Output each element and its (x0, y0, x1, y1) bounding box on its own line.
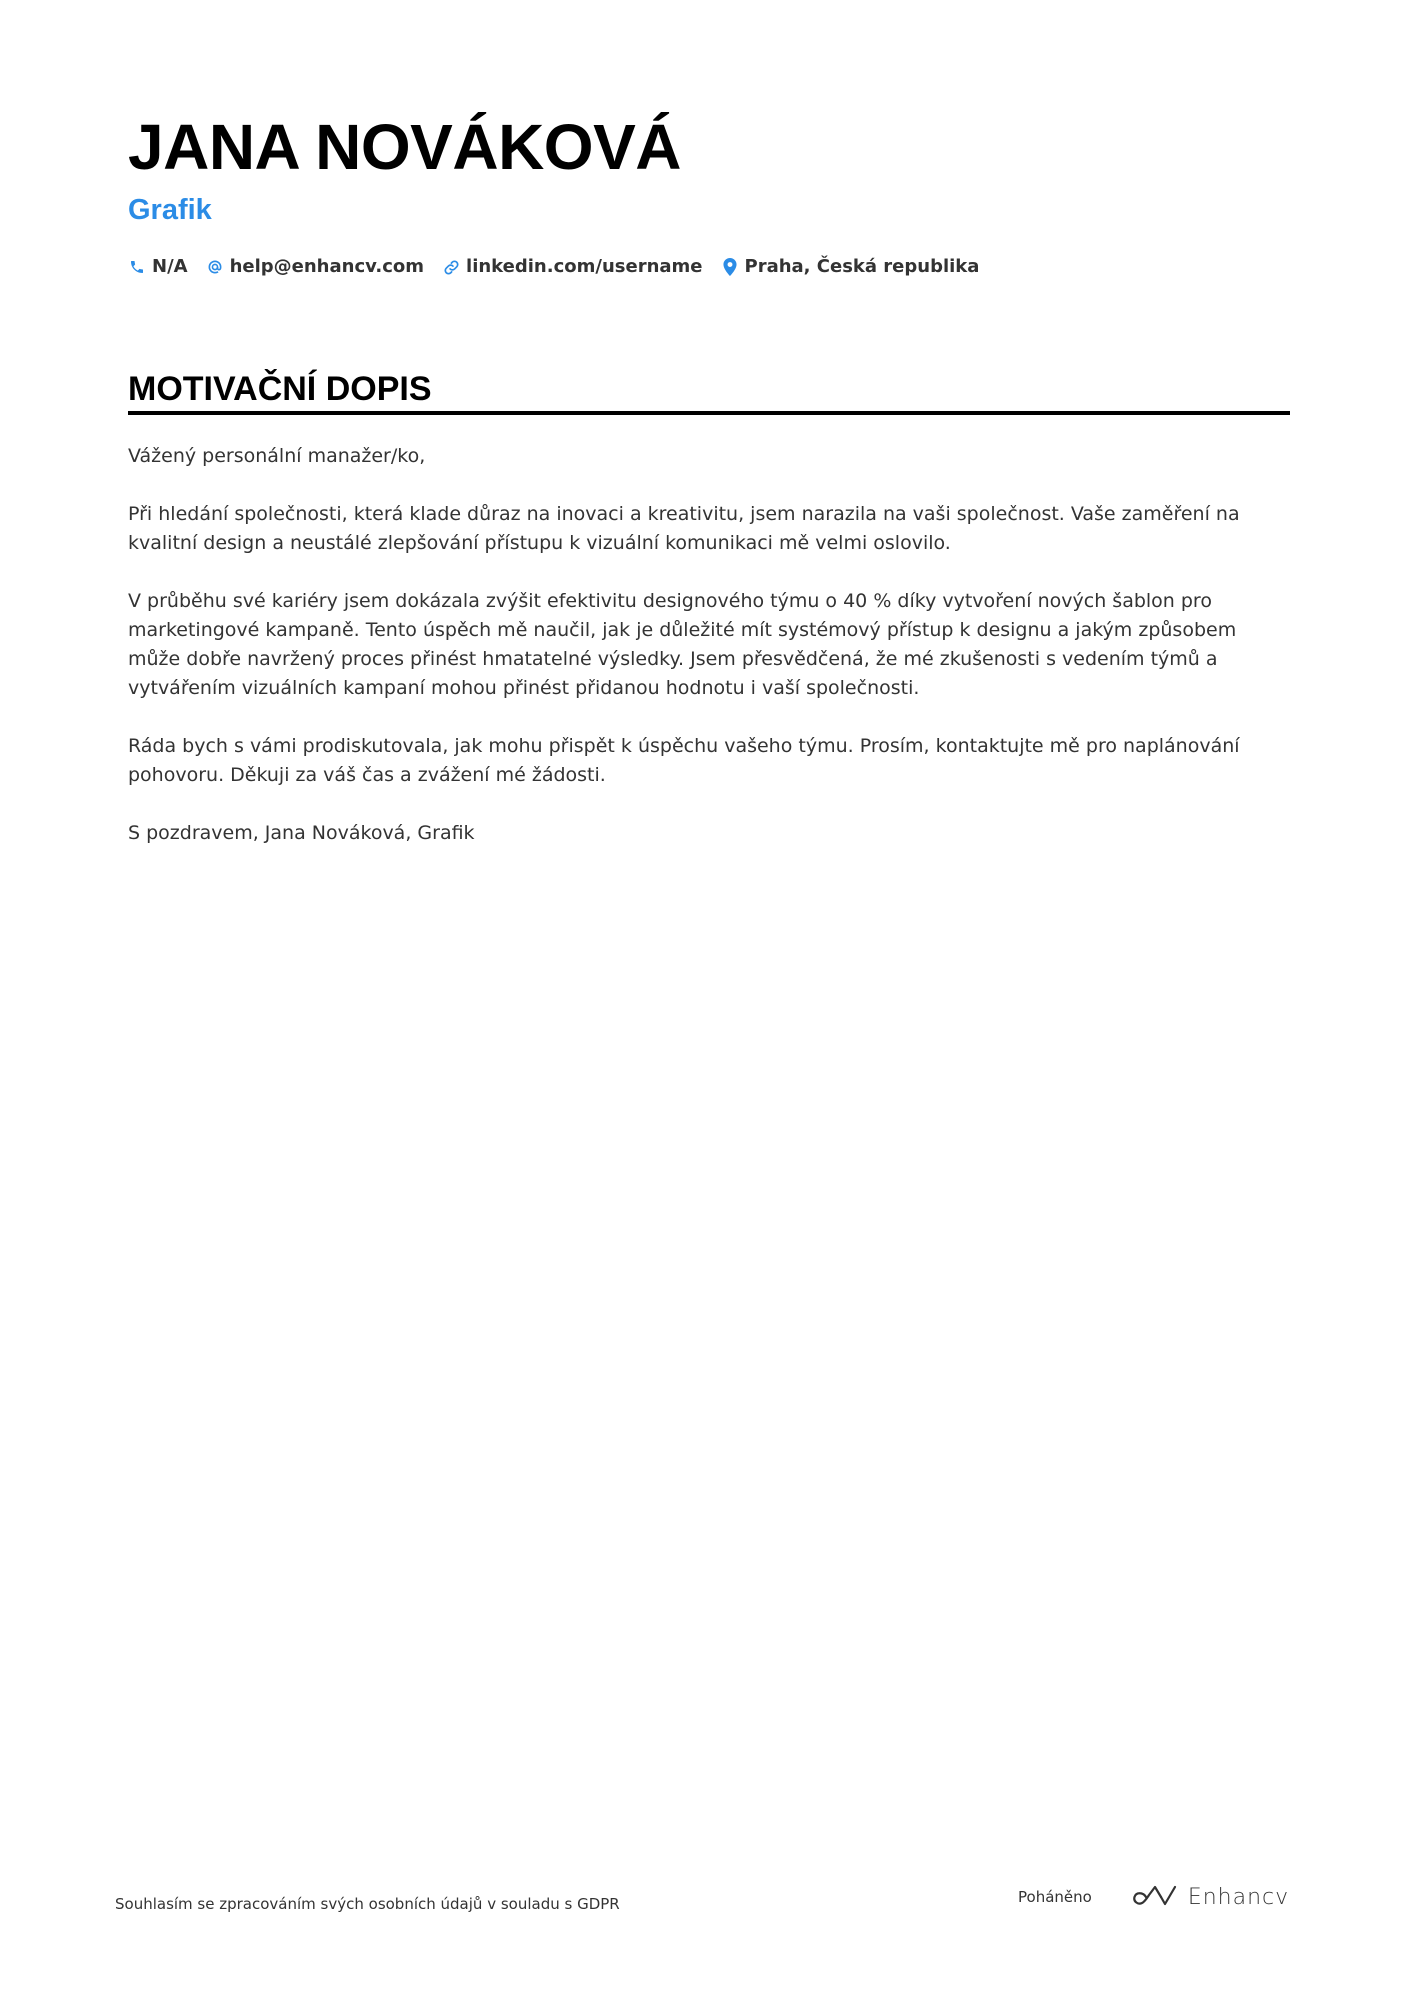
letter-paragraph: Ráda bych s vámi prodiskutovala, jak mohu přispět k úspěchu vašeho týmu. Prosím, kontaktujte mě pro naplánování pohovoru. Děkuji za váš čas a zvážení mé žádosti. (128, 735, 1240, 786)
gdpr-consent: Souhlasím se zpracováním svých osobních údajů v souladu s GDPR (115, 1895, 620, 1913)
contact-location-text: Praha, Česká republika (744, 256, 980, 277)
powered-by (1018, 1884, 1289, 1910)
applicant-name: JANA NOVÁKOVÁ (128, 111, 681, 183)
phone-icon (128, 258, 146, 276)
section-title: MOTIVAČNÍ DOPIS (128, 370, 432, 408)
section-divider (128, 411, 1290, 415)
powered-by-label: Poháněno (1018, 1888, 1092, 1906)
contact-phone (128, 252, 188, 282)
contact-email[interactable] (206, 252, 424, 282)
applicant-role: Grafik (128, 194, 212, 226)
enhancv-brand-name: Enhancv (1187, 1884, 1290, 1910)
location-pin-icon (721, 258, 739, 276)
link-icon (442, 258, 460, 276)
contact-linkedin-text: linkedin.com/username (466, 256, 703, 277)
enhancv-logo-icon (1132, 1884, 1178, 1910)
contact-location (721, 252, 980, 282)
letter-paragraph: V průběhu své kariéry jsem dokázala zvýšit efektivitu designového týmu o 40 % díky vytvoření nových šablon pro marketingové kampaně. Tento úspěch mě naučil, jak je důležité mít systémový přístup k designu a jakým způsobem může dobře navržený proces přinést hmatatelné výsledky. Jsem přesvědčená, že mé zkušenosti s vedením týmů a vytvářením vizuálních kampaní mohou přinést přidanou hodnotu i vaší společnosti. (128, 590, 1237, 699)
letter-body (128, 442, 1290, 877)
letter-salutation: Vážený personální manažer/ko, (128, 445, 426, 467)
enhancv-logo[interactable] (1132, 1884, 1289, 1910)
contact-email-text: help@enhancv.com (229, 256, 425, 277)
contact-linkedin[interactable] (442, 252, 702, 282)
at-icon (206, 258, 224, 276)
letter-signoff: S pozdravem, Jana Nováková, Grafik (128, 822, 475, 844)
contact-phone-text: N/A (152, 256, 188, 277)
letter-paragraph: Při hledání společnosti, která klade důraz na inovaci a kreativitu, jsem narazila na vaši společnost. Vaše zaměření na kvalitní design a neustálé zlepšování přístupu k vizuální komunikaci mě velmi oslovilo. (128, 503, 1240, 554)
contact-bar (128, 252, 979, 282)
